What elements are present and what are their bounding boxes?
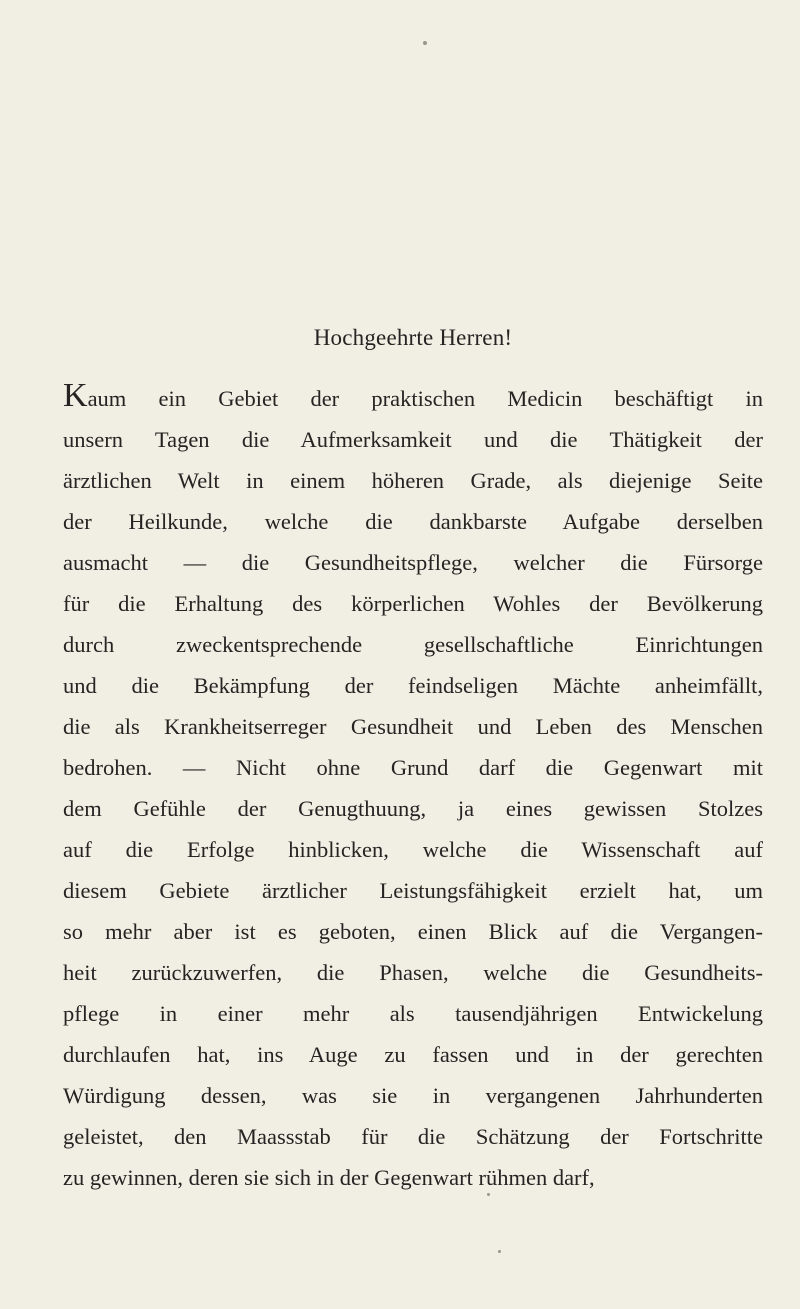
text-line: diesem Gebiete ärztlicher Leistungsfähigkeit erzielt hat, um	[63, 878, 763, 903]
text-line: zu gewinnen, deren sie sich in der Gegenwart rühmen darf,	[63, 1165, 595, 1190]
text-line: der Heilkunde, welche die dankbarste Aufgabe derselben	[63, 509, 763, 534]
text-line: durchlaufen hat, ins Auge zu fassen und in der gerechten	[63, 1042, 763, 1067]
text-line: geleistet, den Maassstab für die Schätzung der Fortschritte	[63, 1124, 763, 1149]
text-line: so mehr aber ist es geboten, einen Blick auf die Vergangen-	[63, 919, 763, 944]
text-line: heit zurückzuwerfen, die Phasen, welche die Gesundheits-	[63, 960, 763, 985]
text-line: und die Bekämpfung der feindseligen Mächte anheimfällt,	[63, 673, 763, 698]
text-line: Würdigung dessen, was sie in vergangenen Jahrhunderten	[63, 1083, 763, 1108]
text-line: für die Erhaltung des körperlichen Wohles der Bevölkerung	[63, 591, 763, 616]
text-line: bedrohen. — Nicht ohne Grund darf die Gegenwart mit	[63, 755, 763, 780]
text-line-rest: aum ein Gebiet der praktischen Medicin beschäftigt in	[87, 386, 763, 411]
text-line: pflege in einer mehr als tausendjährigen Entwickelung	[63, 1001, 763, 1026]
text-line: unsern Tagen die Aufmerksamkeit und die Thätigkeit der	[63, 427, 763, 452]
text-line: ärztlichen Welt in einem höheren Grade, als diejenige Seite	[63, 468, 763, 493]
text-line: ausmacht — die Gesundheitspflege, welcher die Fürsorge	[63, 550, 763, 575]
text-line: durch zweckentsprechende gesellschaftliche Einrichtungen	[63, 632, 763, 657]
text-line: auf die Erfolge hinblicken, welche die Wissenschaft auf	[63, 837, 763, 862]
text-line	[63, 378, 763, 419]
salutation-heading: Hochgeehrte Herren!	[313, 325, 513, 350]
paper-speck	[423, 41, 427, 45]
body-paragraph	[63, 378, 763, 1198]
paper-speck	[498, 1250, 501, 1253]
text-line: dem Gefühle der Genugthuung, ja eines gewissen Stolzes	[63, 796, 763, 821]
text-line: die als Krankheitserreger Gesundheit und Leben des Menschen	[63, 714, 763, 739]
drop-cap: K	[63, 377, 88, 414]
